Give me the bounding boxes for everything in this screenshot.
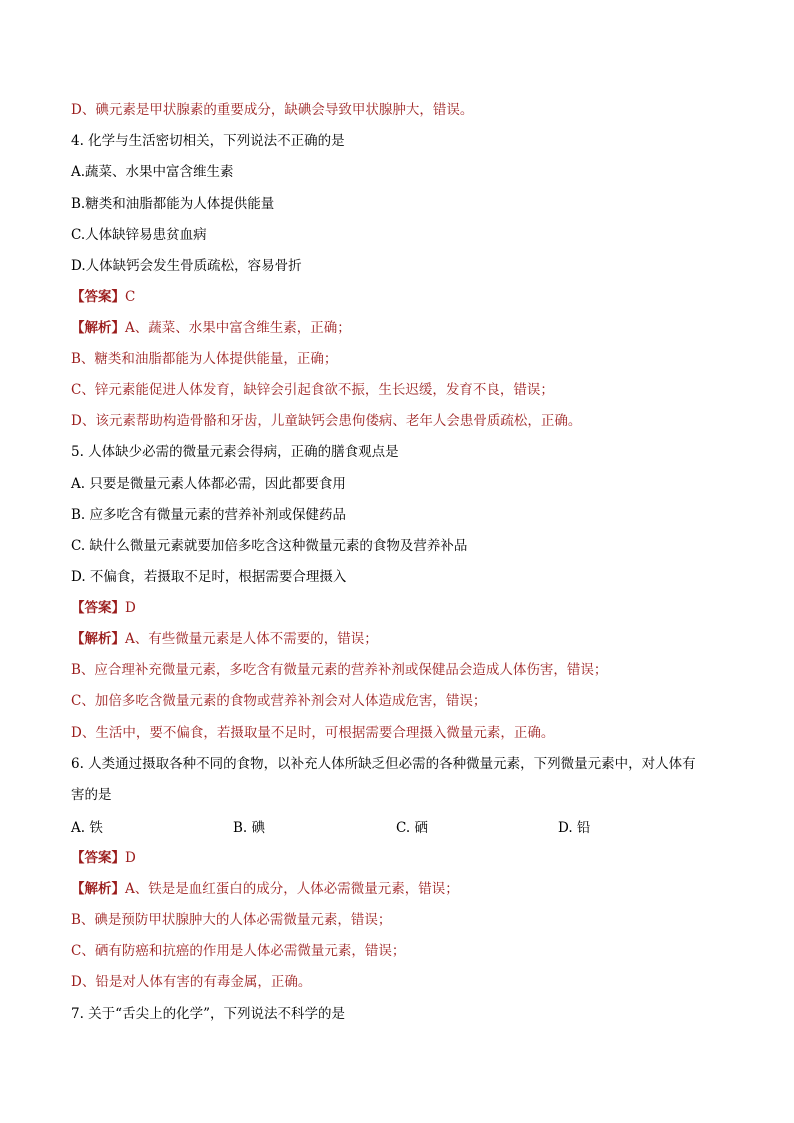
q4-option-d: D.人体缺钙会发生骨质疏松，容易骨折 xyxy=(71,258,302,274)
q6-analysis-a xyxy=(71,879,734,899)
q4-analysis-d: D、该元素帮助构造骨骼和牙齿，儿童缺钙会患佝偻病、老年人会患骨质疏松，正确。 xyxy=(71,413,582,429)
q6-analysis-b: B、碘是预防甲状腺肿大的人体必需微量元素，错误； xyxy=(71,912,392,928)
q6-stem-line1: 6. 人类通过摄取各种不同的食物，以补充人体所缺乏但必需的各种微量元素，下列微量元素中，对人体有 xyxy=(71,756,696,772)
prev-analysis-d: D、碘元素是甲状腺素的重要成分，缺碘会导致甲状腺肿大，错误。 xyxy=(71,102,474,118)
q6-answer-value: D xyxy=(125,850,136,866)
q5-answer xyxy=(71,598,734,618)
answer-tag: 【答案】 xyxy=(71,850,125,866)
q6-option-a: A. 铁 xyxy=(71,820,103,836)
q4-analysis-a xyxy=(71,318,734,338)
q4-option-b: B.糖类和油脂都能为人体提供能量 xyxy=(71,196,275,212)
q6-option-b: B. 碘 xyxy=(233,820,266,836)
q7-stem: 7. 关于“舌尖上的化学”，下列说法不科学的是 xyxy=(71,1006,345,1022)
q5-analysis-b: B、应合理补充微量元素，多吃含有微量元素的营养补剂或保健品会造成人体伤害，错误； xyxy=(71,662,608,678)
q5-analysis-c: C、加倍多吃含微量元素的食物或营养补剂会对人体造成危害，错误； xyxy=(71,693,487,709)
q4-option-c: C.人体缺锌易患贫血病 xyxy=(71,227,207,243)
q4-analysis-c: C、锌元素能促进人体发育，缺锌会引起食欲不振，生长迟缓，发育不良，错误； xyxy=(71,382,554,398)
q5-option-d: D. 不偏食，若摄取不足时，根据需要合理摄入 xyxy=(71,569,347,585)
q6-analysis-c: C、硒有防癌和抗癌的作用是人体必需微量元素，错误； xyxy=(71,943,406,959)
q6-analysis-d: D、铅是对人体有害的有毒金属，正确。 xyxy=(71,974,312,990)
q6-stem-line2: 害的是 xyxy=(71,787,112,803)
q5-analysis-a-text: A、有些微量元素是人体不需要的，错误； xyxy=(125,631,378,647)
analysis-tag: 【解析】 xyxy=(71,320,125,336)
q5-analysis-a xyxy=(71,629,734,649)
q5-analysis-d: D、生活中，要不偏食，若摄取量不足时，可根据需要合理摄入微量元素，正确。 xyxy=(71,725,555,741)
q6-analysis-a-text: A、铁是是血红蛋白的成分，人体必需微量元素，错误； xyxy=(125,881,459,897)
q4-analysis-b: B、糖类和油脂都能为人体提供能量，正确； xyxy=(71,351,338,367)
q6-option-c: C. 硒 xyxy=(396,820,428,836)
q4-answer xyxy=(71,287,734,307)
q6-option-d: D. 铅 xyxy=(558,820,591,836)
answer-tag: 【答案】 xyxy=(71,289,125,305)
q5-option-c: C. 缺什么微量元素就要加倍多吃含这种微量元素的食物及营养补品 xyxy=(71,538,468,554)
q4-stem: 4. 化学与生活密切相关，下列说法不正确的是 xyxy=(71,133,345,149)
q4-option-a: A.蔬菜、水果中富含维生素 xyxy=(71,164,234,180)
analysis-tag: 【解析】 xyxy=(71,881,125,897)
analysis-tag: 【解析】 xyxy=(71,631,125,647)
q5-stem: 5. 人体缺少必需的微量元素会得病，正确的膳食观点是 xyxy=(71,444,399,460)
q5-answer-value: D xyxy=(125,600,136,616)
q6-answer xyxy=(71,848,734,868)
answer-tag: 【答案】 xyxy=(71,600,125,616)
q5-option-b: B. 应多吃含有微量元素的营养补剂或保健药品 xyxy=(71,507,347,523)
q4-analysis-a-text: A、蔬菜、水果中富含维生素，正确； xyxy=(125,320,351,336)
q5-option-a: A. 只要是微量元素人体都必需，因此都要食用 xyxy=(71,476,346,492)
q4-answer-value: C xyxy=(125,289,136,305)
